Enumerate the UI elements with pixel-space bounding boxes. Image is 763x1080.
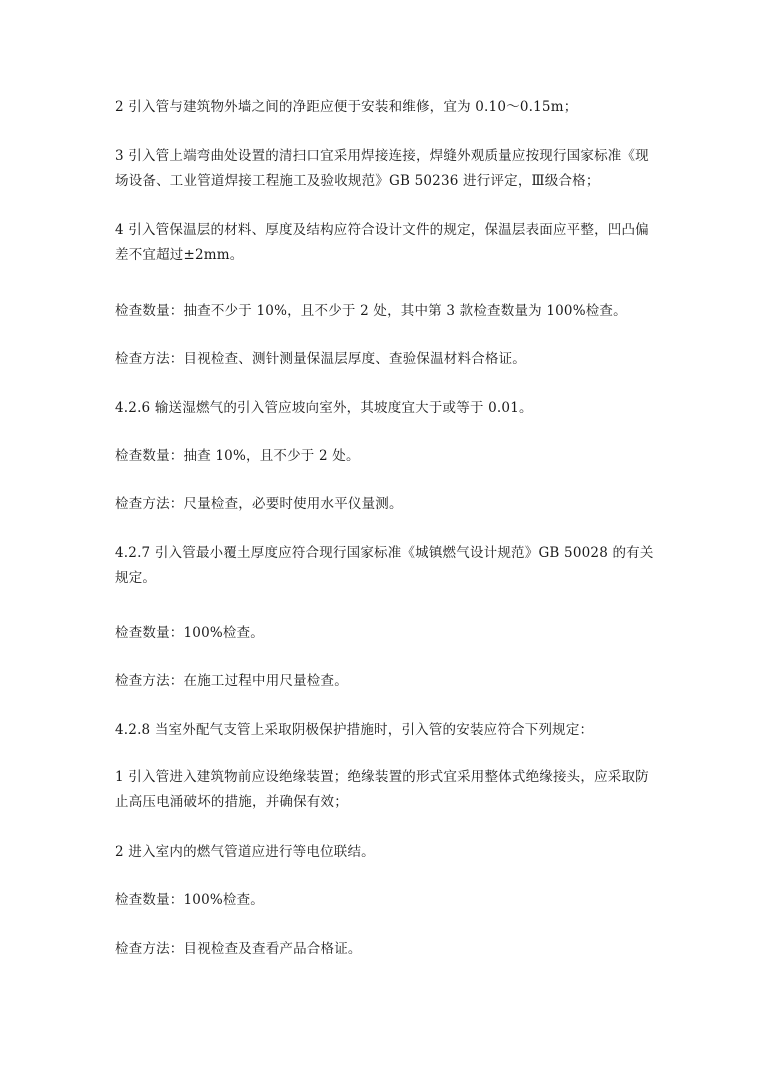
paragraph-equipotential-bonding: 2 进入室内的燃气管道应进行等电位联结。 [115, 844, 375, 860]
paragraph-insulation: 4 引入管保温层的材料、厚度及结构应符合设计文件的规定，保温层表面应平整，凹凸偏差不宜超过±2mm。 [115, 222, 649, 263]
paragraph-inspection-quantity-1: 检查数量：抽查不少于 10%，且不少于 2 处，其中第 3 款检查数量为 100%检查。 [115, 303, 627, 319]
paragraph-inspection-quantity-2: 检查数量：抽查 10%，且不少于 2 处。 [115, 448, 360, 464]
paragraph-inspection-method-2: 检查方法：尺量检查，必要时使用水平仪量测。 [115, 496, 403, 512]
paragraph-insulating-device: 1 引入管进入建筑物前应设绝缘装置；绝缘装置的形式宜采用整体式绝缘接头，应采取防止高压电涌破坏的措施，并确保有效； [115, 769, 649, 810]
paragraph-cleanout-weld: 3 引入管上端弯曲处设置的清扫口宜采用焊接连接，焊缝外观质量应按现行国家标准《现场设备、工业管道焊接工程施工及验收规范》GB 50236 进行评定，Ⅲ级合格； [115, 148, 649, 189]
paragraph-inspection-method-3: 检查方法：在施工过程中用尺量检查。 [115, 673, 348, 689]
paragraph-inspection-method-1: 检查方法：目视检查、测针测量保温层厚度、查验保温材料合格证。 [115, 351, 526, 367]
paragraph-clearance: 2 引入管与建筑物外墙之间的净距应便于安装和维修，宜为 0.10～0.15m； [115, 99, 578, 115]
paragraph-inspection-method-4: 检查方法：目视检查及查看产品合格证。 [115, 941, 362, 957]
paragraph-section-4-2-8: 4.2.8 当室外配气支管上采取阴极保护措施时，引入管的安装应符合下列规定： [115, 722, 594, 738]
paragraph-inspection-quantity-4: 检查数量：100%检查。 [115, 892, 264, 908]
paragraph-section-4-2-6: 4.2.6 输送湿燃气的引入管应坡向室外，其坡度宜大于或等于 0.01。 [115, 400, 533, 416]
paragraph-inspection-quantity-3: 检查数量：100%检查。 [115, 625, 264, 641]
paragraph-section-4-2-7: 4.2.7 引入管最小覆土厚度应符合现行国家标准《城镇燃气设计规范》GB 50028 的有关规定。 [115, 545, 654, 586]
